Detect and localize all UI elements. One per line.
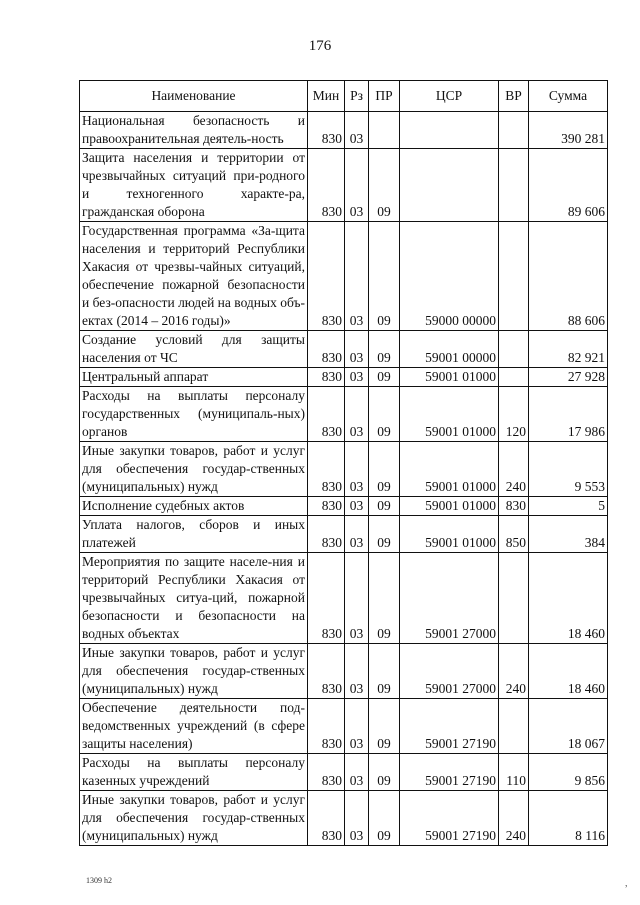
row-min: 830 xyxy=(308,149,345,222)
row-sum: 88 606 xyxy=(529,222,608,331)
table-row xyxy=(80,699,608,754)
row-pr: 09 xyxy=(369,553,400,644)
table-row xyxy=(80,442,608,497)
row-sum: 384 xyxy=(529,516,608,553)
row-name: Обеспечение деятельности под-ведомственных учреждений (в сфере защиты населения) xyxy=(80,699,308,754)
row-min: 830 xyxy=(308,497,345,516)
row-sum: 82 921 xyxy=(529,331,608,368)
row-sum: 18 067 xyxy=(529,699,608,754)
row-csr: 59001 01000 xyxy=(400,387,499,442)
page-number: 176 xyxy=(308,38,332,54)
row-sum: 5 xyxy=(529,497,608,516)
row-pr: 09 xyxy=(369,516,400,553)
row-min: 830 xyxy=(308,222,345,331)
row-min: 830 xyxy=(308,699,345,754)
table-row xyxy=(80,368,608,387)
row-name: Иные закупки товаров, работ и услуг для обеспечения государ-ственных (муниципальных) нужд xyxy=(80,644,308,699)
footer-document-code: 1309 h2 xyxy=(86,876,112,885)
row-name: Мероприятия по защите населе-ния и территорий Республики Хакасия от чрезвычайных ситуа-ций, пожарной безопасности и безопасности на водных объектах xyxy=(80,553,308,644)
row-pr: 09 xyxy=(369,222,400,331)
row-name: Национальная безопасность и правоохранительная деятель-ность xyxy=(80,112,308,149)
row-csr xyxy=(400,112,499,149)
row-sum: 89 606 xyxy=(529,149,608,222)
row-csr: 59001 27000 xyxy=(400,553,499,644)
row-name: Уплата налогов, сборов и иных платежей xyxy=(80,516,308,553)
row-vr: 110 xyxy=(499,754,529,791)
row-rz: 03 xyxy=(345,442,369,497)
table-row xyxy=(80,149,608,222)
row-rz: 03 xyxy=(345,699,369,754)
row-rz: 03 xyxy=(345,754,369,791)
row-min: 830 xyxy=(308,553,345,644)
table-row xyxy=(80,222,608,331)
row-min: 830 xyxy=(308,442,345,497)
row-pr: 09 xyxy=(369,331,400,368)
table-row xyxy=(80,497,608,516)
row-pr xyxy=(369,112,400,149)
table-row xyxy=(80,112,608,149)
row-rz: 03 xyxy=(345,222,369,331)
row-sum: 27 928 xyxy=(529,368,608,387)
row-vr xyxy=(499,112,529,149)
row-name: Расходы на выплаты персоналу государственных (муниципаль-ных) органов xyxy=(80,387,308,442)
row-csr xyxy=(400,149,499,222)
table-row xyxy=(80,387,608,442)
table-row xyxy=(80,516,608,553)
row-vr xyxy=(499,331,529,368)
row-pr: 09 xyxy=(369,699,400,754)
column-header-vr: ВР xyxy=(499,81,529,112)
row-pr: 09 xyxy=(369,387,400,442)
row-vr xyxy=(499,368,529,387)
row-name: Исполнение судебных актов xyxy=(80,497,308,516)
row-min: 830 xyxy=(308,331,345,368)
row-vr xyxy=(499,149,529,222)
table-row xyxy=(80,553,608,644)
row-csr: 59001 27000 xyxy=(400,644,499,699)
row-csr: 59001 27190 xyxy=(400,699,499,754)
row-vr xyxy=(499,553,529,644)
row-csr: 59001 27190 xyxy=(400,754,499,791)
row-vr: 850 xyxy=(499,516,529,553)
row-csr: 59001 00000 xyxy=(400,331,499,368)
column-header-pr: ПР xyxy=(369,81,400,112)
column-header-rz: Рз xyxy=(345,81,369,112)
row-sum: 390 281 xyxy=(529,112,608,149)
budget-table xyxy=(79,80,608,846)
row-rz: 03 xyxy=(345,331,369,368)
row-min: 830 xyxy=(308,387,345,442)
row-rz: 03 xyxy=(345,791,369,846)
row-sum: 8 116 xyxy=(529,791,608,846)
row-name: Создание условий для защиты населения от ЧС xyxy=(80,331,308,368)
row-rz: 03 xyxy=(345,644,369,699)
row-vr: 240 xyxy=(499,791,529,846)
row-pr: 09 xyxy=(369,644,400,699)
row-vr: 830 xyxy=(499,497,529,516)
row-rz: 03 xyxy=(345,497,369,516)
table-header-row xyxy=(80,81,608,112)
row-sum: 18 460 xyxy=(529,553,608,644)
table-row xyxy=(80,331,608,368)
row-min: 830 xyxy=(308,754,345,791)
row-name: Иные закупки товаров, работ и услуг для обеспечения государ-ственных (муниципальных) нужд xyxy=(80,442,308,497)
row-min: 830 xyxy=(308,516,345,553)
row-csr: 59001 01000 xyxy=(400,442,499,497)
row-rz: 03 xyxy=(345,387,369,442)
row-min: 830 xyxy=(308,644,345,699)
row-sum: 17 986 xyxy=(529,387,608,442)
row-name: Расходы на выплаты персоналу казенных учреждений xyxy=(80,754,308,791)
column-header-sum: Сумма xyxy=(529,81,608,112)
row-sum: 9 856 xyxy=(529,754,608,791)
row-name: Центральный аппарат xyxy=(80,368,308,387)
row-pr: 09 xyxy=(369,149,400,222)
row-vr xyxy=(499,222,529,331)
row-vr xyxy=(499,699,529,754)
row-pr: 09 xyxy=(369,442,400,497)
row-rz: 03 xyxy=(345,149,369,222)
column-header-name: Наименование xyxy=(80,81,308,112)
row-min: 830 xyxy=(308,368,345,387)
row-csr: 59001 01000 xyxy=(400,516,499,553)
row-pr: 09 xyxy=(369,791,400,846)
row-vr: 120 xyxy=(499,387,529,442)
row-rz: 03 xyxy=(345,112,369,149)
table-row xyxy=(80,754,608,791)
row-pr: 09 xyxy=(369,368,400,387)
column-header-csr: ЦСР xyxy=(400,81,499,112)
row-min: 830 xyxy=(308,112,345,149)
row-vr: 240 xyxy=(499,644,529,699)
row-vr: 240 xyxy=(499,442,529,497)
row-csr: 59001 27190 xyxy=(400,791,499,846)
row-csr: 59001 01000 xyxy=(400,368,499,387)
table-row xyxy=(80,791,608,846)
row-csr: 59001 01000 xyxy=(400,497,499,516)
row-rz: 03 xyxy=(345,553,369,644)
row-sum: 9 553 xyxy=(529,442,608,497)
row-name: Иные закупки товаров, работ и услуг для обеспечения государ-ственных (муниципальных) нужд xyxy=(80,791,308,846)
row-name: Защита населения и территории от чрезвычайных ситуаций при-родного и техногенного характе-ра, гражданская оборона xyxy=(80,149,308,222)
row-pr: 09 xyxy=(369,754,400,791)
row-rz: 03 xyxy=(345,368,369,387)
row-min: 830 xyxy=(308,791,345,846)
table-row xyxy=(80,644,608,699)
row-pr: 09 xyxy=(369,497,400,516)
row-csr: 59000 00000 xyxy=(400,222,499,331)
column-header-min: Мин xyxy=(308,81,345,112)
row-name: Государственная программа «За-щита населения и территорий Республики Хакасия от чрезвы-чайных ситуаций, обеспечение пожарной безопасности и без-опасности людей на водных объ-ектах (2014 – 2016 годы)» xyxy=(80,222,308,331)
scan-mark: , xyxy=(625,878,628,889)
row-sum: 18 460 xyxy=(529,644,608,699)
row-rz: 03 xyxy=(345,516,369,553)
